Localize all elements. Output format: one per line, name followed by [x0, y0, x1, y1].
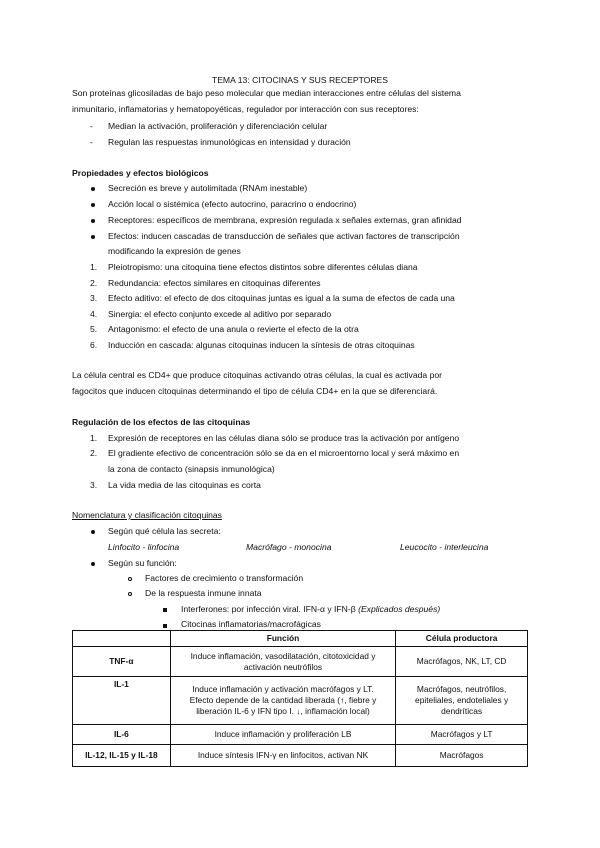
list-number: 2. [90, 448, 98, 458]
cytokine-table [72, 630, 528, 767]
props-numbered-1: Pleiotropismo: una citoquina tiene efectos distintos sobre diferentes células diana [108, 262, 418, 272]
bullet-icon [91, 203, 95, 207]
list-number: 6. [90, 340, 98, 350]
list-number: 4. [90, 309, 98, 319]
table-row [73, 677, 528, 725]
cd4-paragraph-line-1: La célula central es CD4+ que produce citoquinas activando otras células, la cual es activada por [72, 370, 442, 380]
nom-example-monocina: Macrófago - monocina [246, 542, 332, 552]
list-number: 1. [90, 262, 98, 272]
cytokine-function: Induce inflamación y activación macrófagos y LT. Efecto depende de la cantidad liberada (↑, fiebre y liberación IL-6 y IFN tipo I. ↓, inflamación local) [170, 677, 395, 725]
props-numbered-4: Sinergia: el efecto conjunto excede al aditivo por separado [108, 309, 332, 319]
cytokine-function: Induce síntesis IFN-γ en linfocitos, activan NK [170, 745, 395, 767]
props-numbered-3: Efecto aditivo: el efecto de dos citoquinas juntas es igual a la suma de efectos de cada una [108, 293, 455, 303]
nom-sub-growth-factors: Factores de crecimiento o transformación [145, 573, 304, 583]
bullet-icon [91, 219, 95, 223]
props-bullet-4: Efectos: inducen cascadas de transducción de señales que activan factores de transcripción [108, 231, 460, 241]
props-numbered-6: Inducción en cascada: algunas citoquinas inducen la síntesis de otras citoquinas [108, 340, 415, 350]
sub-bullet-icon [128, 592, 132, 596]
cytokine-producer: Macrófagos, neutrófilos, epiteliales, endoteliales y dendríticas [396, 677, 528, 725]
nom-sub-innate: De la respuesta inmune innata [145, 588, 262, 598]
section-heading-nomenclature: Nomenclatura y clasificación citoquinas [72, 510, 222, 520]
section-heading-properties: Propiedades y efectos biológicos [72, 168, 209, 178]
square-bullet-icon [163, 608, 167, 612]
intro-line-2: inmunitario, inflamatorias y hematopoyéticas, regulador por interacción con sus receptores: [72, 104, 419, 114]
cytokine-name: IL-12, IL-15 y IL-18 [73, 745, 171, 767]
bullet-icon [91, 530, 95, 534]
bullet-icon [91, 235, 95, 239]
list-number: 3. [90, 480, 98, 490]
reg-item-1: Expresión de receptores en las células diana sólo se produce tras la activación por antígeno [108, 433, 460, 443]
header-producer: Célula productora [396, 631, 528, 647]
nom-bullet-secretion: Según qué célula las secreta: [108, 526, 221, 536]
props-numbered-2: Redundancia: efectos similares en citoquinas diferentes [108, 278, 321, 288]
nom-example-interleucina: Leucocito - interleucina [400, 542, 489, 552]
bullet-icon [91, 562, 95, 566]
table-row [73, 745, 528, 767]
table-header-row [73, 631, 528, 647]
props-bullet-3: Receptores: específicos de membrana, expresión regulada x señales externas, gran afinidad [108, 215, 462, 225]
intro-item-1: Median la activación, proliferación y diferenciación celular [108, 121, 328, 131]
nom-bullet-function: Según su función: [108, 558, 177, 568]
dash-marker: - [90, 121, 93, 131]
list-number: 2. [90, 278, 98, 288]
props-numbered-5: Antagonismo: el efecto de una anula o revierte el efecto de la otra [108, 324, 359, 334]
list-number: 3. [90, 293, 98, 303]
list-number: 1. [90, 433, 98, 443]
nom-example-linfocina: Linfocito - linfocina [108, 542, 180, 552]
sub-bullet-icon [128, 577, 132, 581]
props-bullet-2: Acción local o sistémica (efecto autocrino, paracrino o endocrino) [108, 199, 357, 209]
props-bullet-4-cont: modificando la expresión de genes [108, 246, 241, 256]
cytokine-producer: Macrófagos, NK, LT, CD [396, 647, 528, 677]
table-row [73, 647, 528, 677]
nom-interferons: Interferones: por infección viral. IFN-α y IFN-β (Explicados después) [181, 604, 441, 614]
page-title: TEMA 13: CITOCINAS Y SUS RECEPTORES [211, 75, 389, 85]
table-row [73, 725, 528, 745]
reg-item-2: El gradiente efectivo de concentración sólo se da en el microentorno local y será máximo en [108, 448, 460, 458]
cytokine-name: IL-1 [73, 677, 171, 725]
cytokine-function: Induce inflamación, vasodilatación, citotoxicidad y activación neutrófilos [170, 647, 395, 677]
nom-inflammatory: Citocinas inflamatorias/macrofágicas [181, 619, 321, 629]
cytokine-producer: Macrófagos [396, 745, 528, 767]
list-number: 5. [90, 324, 98, 334]
section-heading-regulation: Regulación de los efectos de las citoquinas [72, 417, 251, 427]
header-function: Función [170, 631, 395, 647]
intro-line-1: Son proteínas glicosiladas de bajo peso molecular que median interacciones entre células del sistema [72, 88, 461, 98]
dash-marker: - [90, 137, 93, 147]
cytokine-name: IL-6 [73, 725, 171, 745]
cytokine-name: TNF-α [73, 647, 171, 677]
square-bullet-icon [163, 624, 167, 628]
header-empty [73, 631, 171, 647]
bullet-icon [91, 187, 95, 191]
interferons-note: (Explicados después) [358, 604, 441, 614]
cytokine-producer: Macrófagos y LT [396, 725, 528, 745]
reg-item-2-cont: la zona de contacto (sinapsis inmunológica) [108, 464, 275, 474]
reg-item-3: La vida media de las citoquinas es corta [108, 480, 261, 490]
cd4-paragraph-line-2: fagocitos que inducen citoquinas determinando el tipo de célula CD4+ en la que se diferenciará. [72, 386, 438, 396]
cytokine-function: Induce inflamación y proliferación LB [170, 725, 395, 745]
intro-item-2: Regulan las respuestas inmunológicas en intensidad y duración [108, 137, 351, 147]
props-bullet-1: Secreción es breve y autolimitada (RNAm inestable) [108, 183, 308, 193]
